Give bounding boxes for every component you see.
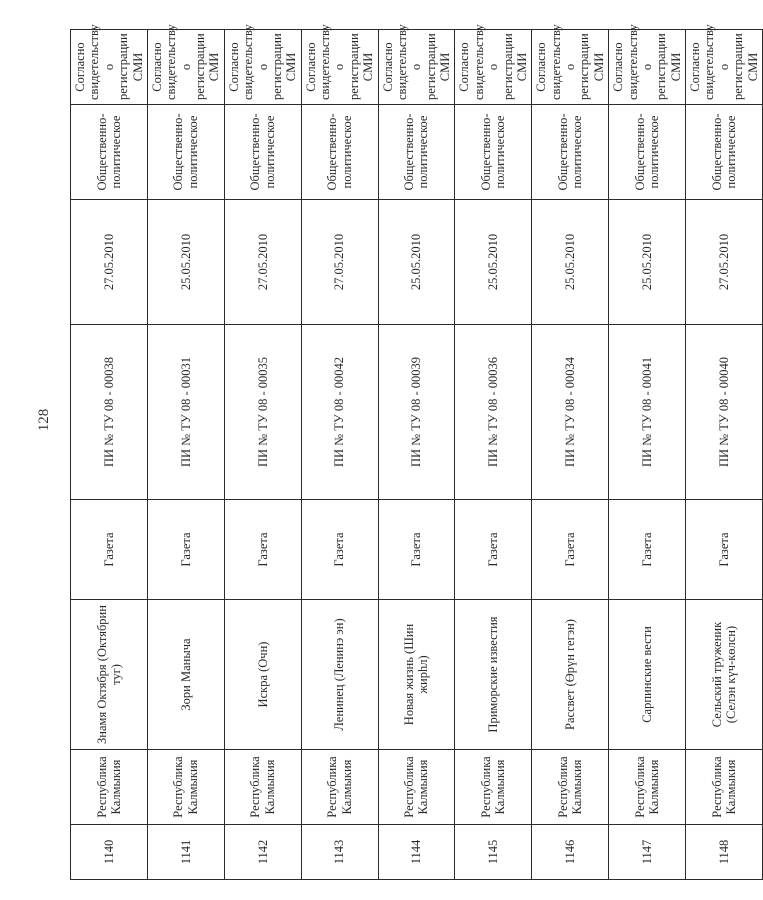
license-cell: ПИ № ТУ 08 - 00034 <box>532 325 609 500</box>
region-cell: Республика Калмыкия <box>378 750 455 825</box>
specialization-cell: Общественно-политическое <box>455 105 532 200</box>
region-cell: Республика Калмыкия <box>147 750 224 825</box>
specialization-cell: Общественно-политическое <box>71 105 148 200</box>
date-cell: 27.05.2010 <box>224 200 301 325</box>
row-number: 1145 <box>455 825 532 880</box>
specialization-cell: Общественно-политическое <box>224 105 301 200</box>
media-name-cell: Искра (Очн) <box>224 600 301 750</box>
media-type-cell: Газета <box>455 500 532 600</box>
registry-table <box>70 24 763 880</box>
table-row <box>609 30 686 880</box>
registry-table-rotated <box>70 24 760 880</box>
row-number: 1140 <box>71 825 148 880</box>
basis-cell: Согласно свидетельству о регистрации СМИ <box>455 30 532 105</box>
media-name-cell: Зори Маныча <box>147 600 224 750</box>
region-cell: Республика Калмыкия <box>686 750 763 825</box>
specialization-cell: Общественно-политическое <box>378 105 455 200</box>
row-number: 1147 <box>609 825 686 880</box>
basis-cell: Согласно свидетельству о регистрации СМИ <box>609 30 686 105</box>
specialization-cell: Общественно-политическое <box>686 105 763 200</box>
media-type-cell: Газета <box>147 500 224 600</box>
license-cell: ПИ № ТУ 08 - 00035 <box>224 325 301 500</box>
row-number: 1146 <box>532 825 609 880</box>
media-name-cell: Рассвет (Өрүн гегэн) <box>532 600 609 750</box>
license-cell: ПИ № ТУ 08 - 00041 <box>609 325 686 500</box>
basis-cell: Согласно свидетельству о регистрации СМИ <box>532 30 609 105</box>
license-cell: ПИ № ТУ 08 - 00042 <box>301 325 378 500</box>
date-cell: 25.05.2010 <box>147 200 224 325</box>
table-row <box>147 30 224 880</box>
table-row <box>71 30 148 880</box>
row-number: 1141 <box>147 825 224 880</box>
date-cell: 25.05.2010 <box>609 200 686 325</box>
date-cell: 27.05.2010 <box>686 200 763 325</box>
row-number: 1148 <box>686 825 763 880</box>
license-cell: ПИ № ТУ 08 - 00039 <box>378 325 455 500</box>
media-type-cell: Газета <box>301 500 378 600</box>
basis-cell: Согласно свидетельству о регистрации СМИ <box>71 30 148 105</box>
basis-cell: Согласно свидетельству о регистрации СМИ <box>686 30 763 105</box>
media-name-cell: Сарпинские вести <box>609 600 686 750</box>
table-row <box>301 30 378 880</box>
media-name-cell: Приморские известия <box>455 600 532 750</box>
media-type-cell: Газета <box>609 500 686 600</box>
media-name-cell: Новая жизнь (Шин жирһл) <box>378 600 455 750</box>
license-cell: ПИ № ТУ 08 - 00038 <box>71 325 148 500</box>
license-cell: ПИ № ТУ 08 - 00036 <box>455 325 532 500</box>
basis-cell: Согласно свидетельству о регистрации СМИ <box>301 30 378 105</box>
media-name-cell: Знамя Октября (Октябрин туг) <box>71 600 148 750</box>
page-number: 128 <box>36 408 52 432</box>
media-type-cell: Газета <box>224 500 301 600</box>
date-cell: 25.05.2010 <box>455 200 532 325</box>
row-number: 1142 <box>224 825 301 880</box>
specialization-cell: Общественно-политическое <box>532 105 609 200</box>
table-row <box>378 30 455 880</box>
table-row <box>686 30 763 880</box>
basis-cell: Согласно свидетельству о регистрации СМИ <box>224 30 301 105</box>
row-number: 1144 <box>378 825 455 880</box>
media-type-cell: Газета <box>686 500 763 600</box>
table-row <box>455 30 532 880</box>
date-cell: 27.05.2010 <box>71 200 148 325</box>
specialization-cell: Общественно-политическое <box>609 105 686 200</box>
date-cell: 25.05.2010 <box>378 200 455 325</box>
media-type-cell: Газета <box>71 500 148 600</box>
region-cell: Республика Калмыкия <box>301 750 378 825</box>
region-cell: Республика Калмыкия <box>455 750 532 825</box>
license-cell: ПИ № ТУ 08 - 00031 <box>147 325 224 500</box>
license-cell: ПИ № ТУ 08 - 00040 <box>686 325 763 500</box>
basis-cell: Согласно свидетельству о регистрации СМИ <box>378 30 455 105</box>
table-row <box>224 30 301 880</box>
registry-rows <box>71 24 763 880</box>
region-cell: Республика Калмыкия <box>609 750 686 825</box>
date-cell: 25.05.2010 <box>532 200 609 325</box>
specialization-cell: Общественно-политическое <box>147 105 224 200</box>
date-cell: 27.05.2010 <box>301 200 378 325</box>
media-type-cell: Газета <box>378 500 455 600</box>
table-row <box>532 30 609 880</box>
media-name-cell: Ленинец (Ленинэ эн) <box>301 600 378 750</box>
region-cell: Республика Калмыкия <box>71 750 148 825</box>
basis-cell: Согласно свидетельству о регистрации СМИ <box>147 30 224 105</box>
region-cell: Республика Калмыкия <box>224 750 301 825</box>
row-number: 1143 <box>301 825 378 880</box>
region-cell: Республика Калмыкия <box>532 750 609 825</box>
media-type-cell: Газета <box>532 500 609 600</box>
specialization-cell: Общественно-политическое <box>301 105 378 200</box>
media-name-cell: Сельский труженик (Селэн күч-көлсн) <box>686 600 763 750</box>
